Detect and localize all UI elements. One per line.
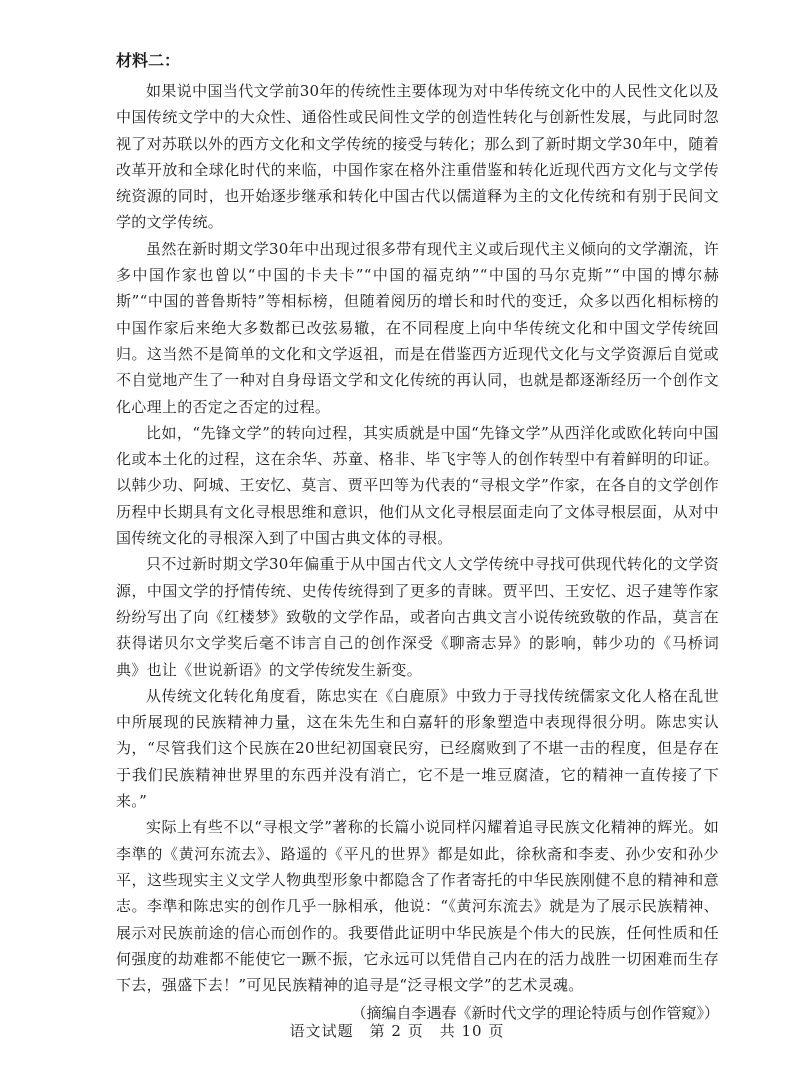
paragraph-6: 实际上有些不以“寻根文学”著称的长篇小说同样闪耀着追寻民族文化精神的辉光。如李準的《黄河东流去》、路遥的《平凡的世界》都是如此，徐秋斋和李麦、孙少安和孙少平，这些现实主义文学人物典型形象中都隐含了作者寄托的中华民族刚健不息的精神和意志。李準和陈忠实的创作几乎一脉相承，他说：“《黄河东流去》就是为了展示民族精神、展示对民族前途的信心而创作的。我要借此证明中华民族是个伟大的民族，任何性质和任何强度的劫难都不能使它一蹶不振，它永远可以凭借自己内在的活力战胜一切困难而生存下去，强盛下去！”可见民族精神的追寻是“泛寻根文学”的艺术灵魂。 — [116, 818, 719, 995]
section-heading: 材料二： — [116, 51, 181, 70]
paragraph-3: 比如，“先锋文学”的转向过程，其实质就是中国“先锋文学”从西洋化或欧化转向中国化或本土化的过程，这在余华、苏童、格非、毕飞宇等人的创作转型中有着鲜明的印证。以韩少功、阿城、王安忆、莫言、贾平凹等为代表的“寻根文学”作家，在各自的文学创作历程中长期具有文化寻根思维和意识，他们从文化寻根层面走向了文体寻根层面，从对中国传统文化的寻根深入到了中国古典文体的寻根。 — [116, 423, 719, 548]
paragraph-2: 虽然在新时期文学30年中出现过很多带有现代主义或后现代主义倾向的文学潮流，许多中国作家也曾以“中国的卡夫卡”“中国的福克纳”“中国的马尔克斯”“中国的博尔赫斯”“中国的普鲁斯特”等相标榜，但随着阅历的增长和时代的变迁，众多以西化相标榜的中国作家后来绝大多数都已改弦易辙，在不同程度上向中华传统文化和中国文学传统回归。这当然不是简单的文化和文学返祖，而是在借鉴西方近现代文化与文学资源后自觉或不自觉地产生了一种对自身母语文学和文化传统的再认同，也就是都逐渐经历一个创作文化心理上的否定之否定的过程。 — [116, 239, 719, 416]
page-footer: 语文试题 第 2 页 共 10 页 — [289, 1022, 505, 1040]
paragraph-1: 如果说中国当代文学前30年的传统性主要体现为对中华传统文化中的人民性文化以及中国传统文学中的大众性、通俗性或民间性文学的创造性转化与创新性发展，与此同时忽视了对苏联以外的西方文化和文学传统的接受与转化；那么到了新时期文学30年中，随着改革开放和全球化时代的来临，中国作家在格外注重借鉴和转化近现代西方文化与文学传统资源的同时，也开始逐步继承和转化中国古代以儒道释为主的文化传统和有别于民间文学的文学传统。 — [116, 82, 719, 232]
paragraph-4: 只不过新时期文学30年偏重于从中国古代文人文学传统中寻找可供现代转化的文学资源，中国文学的抒情传统、史传传统得到了更多的青睐。贾平凹、王安忆、迟子建等作家纷纷写出了向《红楼梦》致敬的文学作品，或者向古典文言小说传统致敬的作品，莫言在获得诺贝尔文学奖后毫不讳言自己的创作深受《聊斋志异》的影响，韩少功的《马桥词典》也让《世说新语》的文学传统发生新变。 — [116, 555, 719, 679]
document-body — [116, 48, 719, 1026]
paragraph-5: 从传统文化转化角度看，陈忠实在《白鹿原》中致力于寻找传统儒家文化人格在乱世中所展现的民族精神力量，这在朱先生和白嘉轩的形象塑造中表现得很分明。陈忠实认为，“尽管我们这个民族在20世纪初国衰民穷，已经腐败到了不堪一击的程度，但是存在于我们民族精神世界里的东西并没有消亡，它不是一堆豆腐渣，它的精神一直传接了下来。” — [116, 686, 719, 811]
source-citation: （摘编自李遇春《新时代文学的理论特质与创作管窥》） — [351, 1004, 719, 1023]
